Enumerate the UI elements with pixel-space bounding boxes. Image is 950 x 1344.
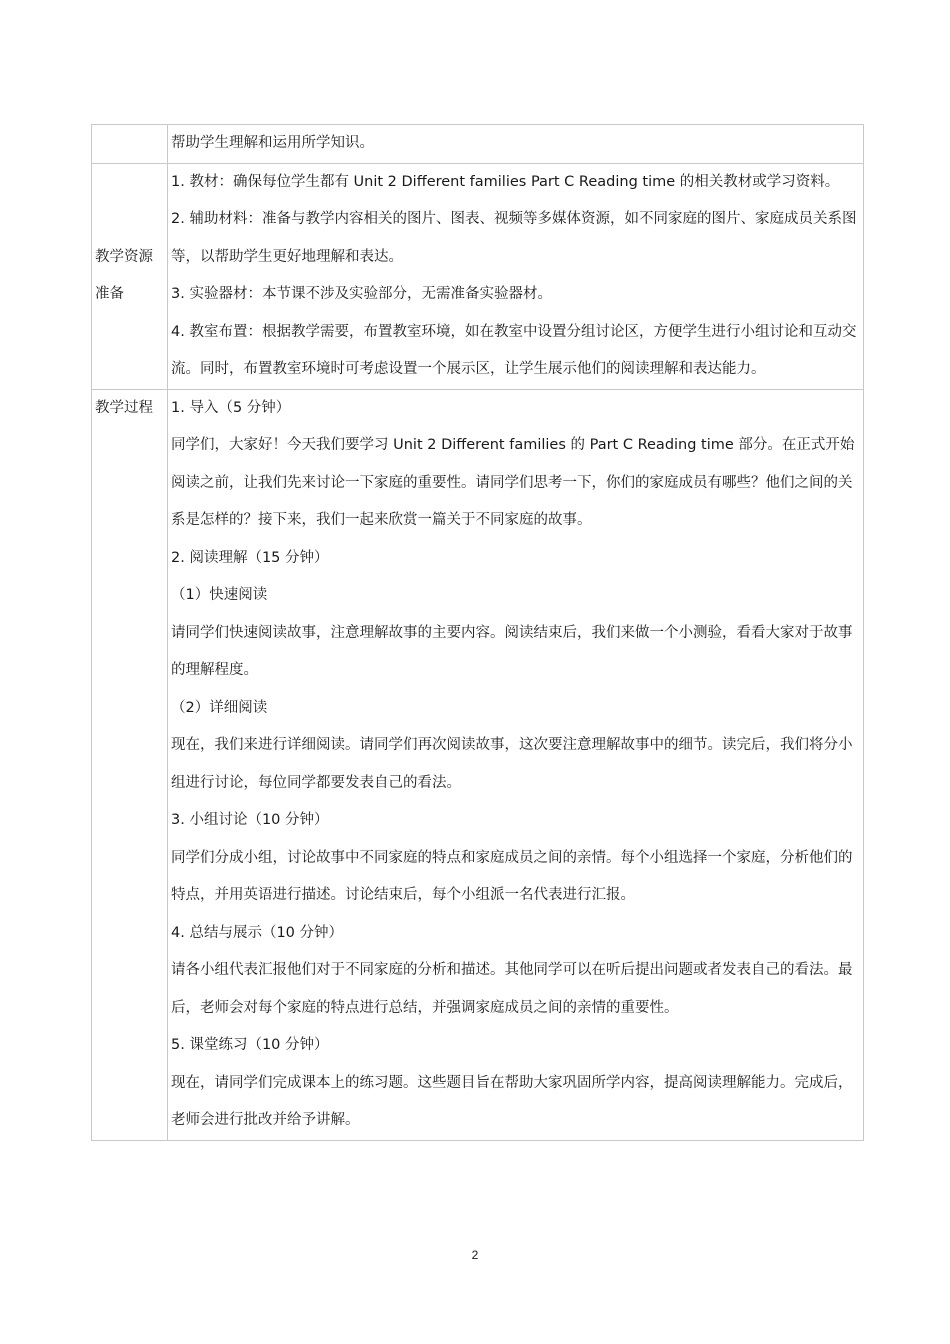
paragraph: 4. 教室布置：根据教学需要，布置教室环境，如在教室中设置分组讨论区，方便学生进行小组讨论和互动交流。同时，布置教室环境时可考虑设置一个展示区，让学生展示他们的阅读理解和表达能力。	[171, 323, 857, 377]
paragraph: 同学们，大家好！今天我们要学习 Unit 2 Different families 的 Part C Reading time 部分。在正式开始阅读之前，让我们先来讨论一下家庭的重要性。请同学们思考一下，你们的家庭成员有哪些？他们之间的关系是怎样的？接下来，我们一起来欣赏一篇关于不同家庭的故事。	[171, 437, 855, 528]
paragraph: 5. 课堂练习（10 分钟）	[171, 1037, 329, 1053]
row-content-cell	[168, 125, 864, 164]
paragraph: 2. 阅读理解（15 分钟）	[171, 549, 329, 566]
paragraph: （1）快速阅读	[171, 587, 268, 603]
paragraph: 请各小组代表汇报他们对于不同家庭的分析和描述。其他同学可以在听后提出问题或者发表自己的看法。最后，老师会对每个家庭的特点进行总结，并强调家庭成员之间的亲情的重要性。	[171, 962, 853, 1016]
paragraph: 2. 辅助材料：准备与教学内容相关的图片、图表、视频等多媒体资源，如不同家庭的图片、家庭成员关系图等，以帮助学生更好地理解和表达。	[171, 211, 857, 265]
row-content-cell	[168, 389, 864, 1140]
paragraph: 3. 实验器材：本节课不涉及实验部分，无需准备实验器材。	[171, 286, 552, 302]
paragraph: （2）详细阅读	[171, 699, 268, 716]
paragraph: 4. 总结与展示（10 分钟）	[171, 924, 344, 941]
row-content-cell	[168, 163, 864, 389]
table-row	[92, 389, 864, 1140]
paragraph: 3. 小组讨论（10 分钟）	[171, 812, 329, 828]
paragraph: 现在，请同学们完成课本上的练习题。这些题目旨在帮助大家巩固所学内容，提高阅读理解能力。完成后，老师会进行批改并给予讲解。	[171, 1074, 853, 1128]
table-row	[92, 163, 864, 389]
paragraph: 1. 教材：确保每位学生都有 Unit 2 Different families Part C Reading time 的相关教材或学习资料。	[171, 173, 840, 190]
paragraph: 1. 导入（5 分钟）	[171, 399, 291, 416]
row-label-cell	[92, 125, 168, 164]
table-row	[92, 125, 864, 164]
row-label-cell: 教学资源准备	[92, 163, 168, 389]
paragraph: 请同学们快速阅读故事，注意理解故事的主要内容。阅读结束后，我们来做一个小测验，看看大家对于故事的理解程度。	[171, 624, 853, 678]
paragraph: 同学们分成小组，讨论故事中不同家庭的特点和家庭成员之间的亲情。每个小组选择一个家庭，分析他们的特点，并用英语进行描述。讨论结束后，每个小组派一名代表进行汇报。	[171, 849, 853, 903]
row-label-cell: 教学过程	[92, 389, 168, 1140]
paragraph: 现在，我们来进行详细阅读。请同学们再次阅读故事，这次要注意理解故事中的细节。读完后，我们将分小组进行讨论，每位同学都要发表自己的看法。	[171, 737, 853, 791]
lesson-plan-table	[91, 124, 864, 1141]
paragraph: 帮助学生理解和运用所学知识。	[171, 135, 374, 151]
page-number: 2	[471, 1248, 479, 1262]
